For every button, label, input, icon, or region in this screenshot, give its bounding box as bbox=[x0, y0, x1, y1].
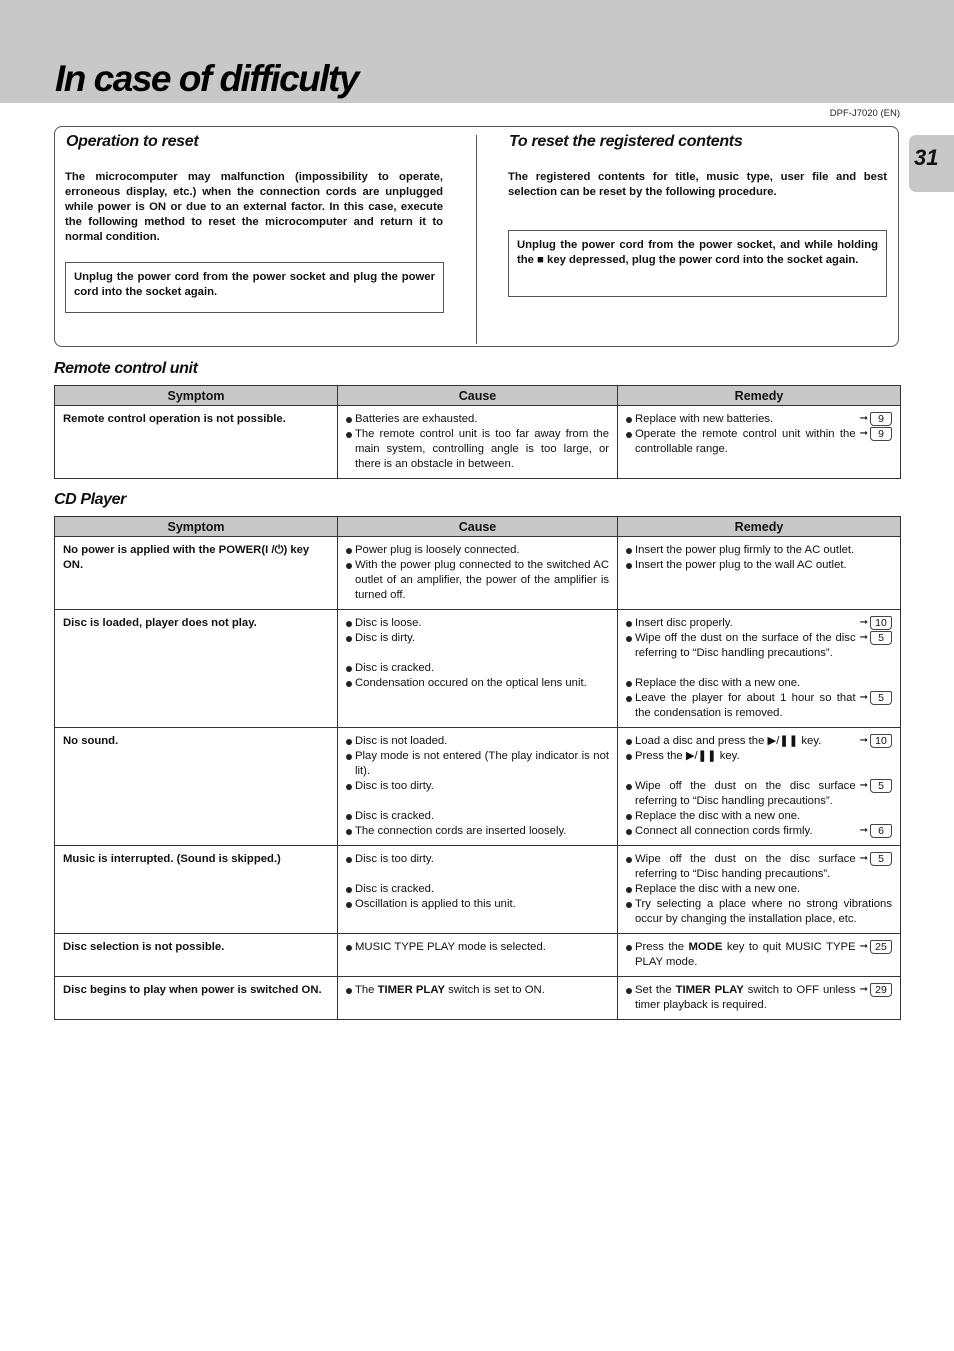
remedy-item bbox=[626, 852, 892, 882]
item-text-post: key to quit MUSIC TYPE PLAY mode. bbox=[635, 941, 856, 968]
remedy-item bbox=[626, 631, 892, 661]
item-text: Replace with new batteries. bbox=[635, 413, 774, 425]
arrow-icon: ➞ bbox=[859, 780, 868, 791]
remedy-list bbox=[626, 734, 892, 839]
page-title: In case of difficulty bbox=[55, 58, 358, 99]
item-text-pre: The bbox=[355, 984, 378, 996]
item-text: Oscillation is applied to this unit. bbox=[355, 898, 516, 910]
remedy-list bbox=[626, 852, 892, 927]
remedy-list bbox=[626, 543, 892, 573]
item-text: Condensation occured on the optical lens unit. bbox=[355, 677, 587, 689]
remote-section-heading: Remote control unit bbox=[54, 360, 198, 377]
remedy-item bbox=[626, 779, 892, 809]
item-text: Replace the disc with a new one. bbox=[635, 883, 801, 895]
book-page-icon: 25 bbox=[870, 940, 892, 954]
item-text: The connection cords are inserted loosely. bbox=[355, 825, 567, 837]
operation-reset-text: The microcomputer may malfunction (impossibility to operate, erroneous display, etc.) when the connection cords are unplugged while power is ON or due to an external factor. In this case, execute the following method to reset the microcomputer and return it to normal condition. bbox=[65, 171, 443, 243]
item-text: Operate the remote control unit within the controllable range. bbox=[635, 428, 856, 455]
registered-reset-text: The registered contents for title, music type, user file and best selection can be reset by the following procedure. bbox=[508, 171, 887, 198]
remedy-cell bbox=[618, 537, 901, 610]
remedy-item bbox=[626, 558, 892, 573]
table-row bbox=[55, 846, 901, 934]
remedy-cell bbox=[618, 610, 901, 728]
symptom-cell: Music is interrupted. (Sound is skipped.) bbox=[55, 846, 338, 934]
cause-cell bbox=[338, 728, 618, 846]
remedy-item bbox=[626, 616, 892, 631]
remedy-item bbox=[626, 412, 892, 427]
cause-item bbox=[346, 779, 609, 794]
book-page-icon: 5 bbox=[870, 691, 892, 705]
page-reference bbox=[860, 824, 892, 838]
cause-item bbox=[346, 427, 609, 472]
remedy-cell bbox=[618, 728, 901, 846]
cause-cell bbox=[338, 537, 618, 610]
cause-item bbox=[346, 676, 609, 691]
remedy-item bbox=[626, 543, 892, 558]
page-number: 31 bbox=[914, 145, 939, 170]
page-reference bbox=[860, 852, 892, 866]
book-page-icon: 29 bbox=[870, 983, 892, 997]
symptom-cell: Disc is loaded, player does not play. bbox=[55, 610, 338, 728]
symptom-column-header: Symptom bbox=[55, 386, 338, 406]
cause-list bbox=[346, 616, 609, 691]
cause-item bbox=[346, 631, 609, 646]
cause-item bbox=[346, 824, 609, 839]
arrow-icon: ➞ bbox=[859, 735, 868, 746]
remedy-cell bbox=[618, 977, 901, 1020]
item-text: Replace the disc with a new one. bbox=[635, 677, 801, 689]
item-text: Disc is dirty. bbox=[355, 632, 416, 644]
item-text: Disc is loose. bbox=[355, 617, 422, 629]
table-row bbox=[55, 406, 901, 479]
item-text: Disc is cracked. bbox=[355, 662, 435, 674]
arrow-icon: ➞ bbox=[859, 825, 868, 836]
remedy-column-header: Remedy bbox=[618, 386, 901, 406]
cause-item bbox=[346, 749, 609, 779]
item-text: Press the ▶/❚❚ key. bbox=[635, 750, 740, 762]
item-text: Leave the player for about 1 hour so that the condensation is removed. bbox=[635, 692, 856, 719]
cause-item bbox=[346, 940, 609, 955]
key-name: TIMER PLAY bbox=[675, 984, 744, 996]
remedy-item bbox=[626, 983, 892, 1013]
cause-cell bbox=[338, 610, 618, 728]
table-row bbox=[55, 610, 901, 728]
item-text-pre: Press the bbox=[635, 941, 689, 953]
item-text: Replace the disc with a new one. bbox=[635, 810, 801, 822]
remedy-cell bbox=[618, 406, 901, 479]
page-reference bbox=[860, 983, 892, 997]
arrow-icon: ➞ bbox=[859, 692, 868, 703]
symptom-cell: No power is applied with the POWER(I /⏻) key ON. bbox=[55, 537, 338, 610]
item-text: Wipe off the dust on the disc surface referring to “Disc handling precautions”. bbox=[635, 780, 856, 807]
cause-list bbox=[346, 543, 609, 603]
page-reference bbox=[860, 779, 892, 793]
cause-column-header: Cause bbox=[338, 386, 618, 406]
table-row bbox=[55, 537, 901, 610]
cause-cell bbox=[338, 846, 618, 934]
item-text: Disc is not loaded. bbox=[355, 735, 448, 747]
page-reference bbox=[860, 631, 892, 645]
book-page-icon: 5 bbox=[870, 631, 892, 645]
remedy-item bbox=[626, 691, 892, 721]
cause-item bbox=[346, 897, 609, 912]
cause-item bbox=[346, 543, 609, 558]
page-reference bbox=[860, 691, 892, 705]
remedy-item bbox=[626, 676, 892, 691]
cause-item bbox=[346, 983, 609, 998]
arrow-icon: ➞ bbox=[859, 617, 868, 628]
registered-reset-instruction: Unplug the power cord from the power socket, and while holding the ■ key depressed, plug the power cord into the socket again. bbox=[508, 230, 887, 297]
remedy-column-header: Remedy bbox=[618, 517, 901, 537]
item-text: Disc is too dirty. bbox=[355, 780, 434, 792]
page-reference bbox=[860, 412, 892, 426]
page-reference bbox=[860, 427, 892, 441]
remedy-item bbox=[626, 897, 892, 927]
cause-list bbox=[346, 852, 609, 912]
item-text: Try selecting a place where no strong vibrations occur by changing the installation place, etc. bbox=[635, 898, 892, 925]
operation-reset-heading: Operation to reset bbox=[66, 133, 199, 150]
cd-section-heading: CD Player bbox=[54, 491, 126, 508]
remedy-item bbox=[626, 940, 892, 970]
item-text-pre: Set the bbox=[635, 984, 676, 996]
cause-list bbox=[346, 412, 609, 472]
item-text: Insert the power plug firmly to the AC outlet. bbox=[635, 544, 855, 556]
table-row bbox=[55, 977, 901, 1020]
arrow-icon: ➞ bbox=[859, 853, 868, 864]
remedy-list bbox=[626, 412, 892, 457]
item-text: Insert disc properly. bbox=[635, 617, 733, 629]
cause-item bbox=[346, 882, 609, 897]
cd-troubleshooting-table bbox=[54, 516, 901, 1020]
symptom-cell: No sound. bbox=[55, 728, 338, 846]
symptom-column-header: Symptom bbox=[55, 517, 338, 537]
item-text: Disc is cracked. bbox=[355, 810, 435, 822]
key-name: MODE bbox=[688, 941, 723, 953]
cause-cell bbox=[338, 977, 618, 1020]
arrow-icon: ➞ bbox=[859, 941, 868, 952]
arrow-icon: ➞ bbox=[859, 428, 868, 439]
remedy-list bbox=[626, 940, 892, 970]
remedy-item bbox=[626, 734, 892, 749]
page-tab bbox=[909, 135, 954, 192]
remedy-cell bbox=[618, 934, 901, 977]
remedy-item bbox=[626, 824, 892, 839]
cause-list bbox=[346, 983, 609, 998]
book-page-icon: 5 bbox=[870, 779, 892, 793]
cause-list bbox=[346, 940, 609, 955]
remedy-cell bbox=[618, 846, 901, 934]
table-row bbox=[55, 728, 901, 846]
item-text: Connect all connection cords firmly. bbox=[635, 825, 813, 837]
item-text: Wipe off the dust on the surface of the disc referring to “Disc handling precautions”. bbox=[635, 632, 856, 659]
item-text: Wipe off the dust on the disc surface referring to “Disc handing precautions”. bbox=[635, 853, 856, 880]
item-text: Load a disc and press the ▶/❚❚ key. bbox=[635, 735, 822, 747]
item-text: With the power plug connected to the switched AC outlet of an amplifier, the power of the amplifier is turned off. bbox=[355, 559, 609, 601]
remedy-list bbox=[626, 983, 892, 1013]
item-text: Insert the power plug to the wall AC outlet. bbox=[635, 559, 847, 571]
book-page-icon: 5 bbox=[870, 852, 892, 866]
item-text: Power plug is loosely connected. bbox=[355, 544, 520, 556]
cause-item bbox=[346, 616, 609, 631]
cause-item bbox=[346, 661, 609, 676]
item-text: Disc is cracked. bbox=[355, 883, 435, 895]
page-reference bbox=[860, 616, 892, 630]
remedy-item bbox=[626, 427, 892, 457]
cause-column-header: Cause bbox=[338, 517, 618, 537]
remedy-list bbox=[626, 616, 892, 721]
page-reference bbox=[860, 940, 892, 954]
registered-reset-heading: To reset the registered contents bbox=[509, 133, 743, 150]
symptom-cell: Remote control operation is not possible. bbox=[55, 406, 338, 479]
arrow-icon: ➞ bbox=[859, 413, 868, 424]
item-text-post: switch is set to ON. bbox=[444, 984, 545, 996]
book-page-icon: 9 bbox=[870, 412, 892, 426]
operation-reset-instruction: Unplug the power cord from the power socket and plug the power cord into the socket again. bbox=[65, 262, 444, 313]
book-page-icon: 10 bbox=[870, 616, 892, 630]
book-page-icon: 10 bbox=[870, 734, 892, 748]
item-text: Batteries are exhausted. bbox=[355, 413, 478, 425]
key-name: TIMER PLAY bbox=[377, 984, 445, 996]
book-page-icon: 9 bbox=[870, 427, 892, 441]
cause-item bbox=[346, 558, 609, 603]
model-code: DPF-J7020 (EN) bbox=[829, 108, 900, 119]
item-text-post: switch to OFF unless timer playback is required. bbox=[635, 984, 856, 1011]
cause-item bbox=[346, 809, 609, 824]
cause-cell bbox=[338, 934, 618, 977]
cause-list bbox=[346, 734, 609, 839]
item-text: Disc is too dirty. bbox=[355, 853, 434, 865]
page-reference bbox=[860, 734, 892, 748]
cause-item bbox=[346, 412, 609, 427]
table-row bbox=[55, 934, 901, 977]
cause-item bbox=[346, 734, 609, 749]
remedy-item bbox=[626, 882, 892, 897]
symptom-cell: Disc begins to play when power is switched ON. bbox=[55, 977, 338, 1020]
symptom-cell: Disc selection is not possible. bbox=[55, 934, 338, 977]
item-text: MUSIC TYPE PLAY mode is selected. bbox=[355, 941, 546, 953]
item-text: Play mode is not entered (The play indicator is not lit). bbox=[355, 750, 609, 777]
remote-troubleshooting-table bbox=[54, 385, 901, 479]
remedy-item bbox=[626, 749, 892, 764]
reset-panel-divider bbox=[476, 135, 477, 344]
remedy-item bbox=[626, 809, 892, 824]
book-page-icon: 6 bbox=[870, 824, 892, 838]
cause-item bbox=[346, 852, 609, 867]
item-text: The remote control unit is too far away from the main system, controlling angle is too large, or there is an obstacle in between. bbox=[355, 428, 609, 470]
arrow-icon: ➞ bbox=[859, 632, 868, 643]
cause-cell bbox=[338, 406, 618, 479]
arrow-icon: ➞ bbox=[859, 984, 868, 995]
